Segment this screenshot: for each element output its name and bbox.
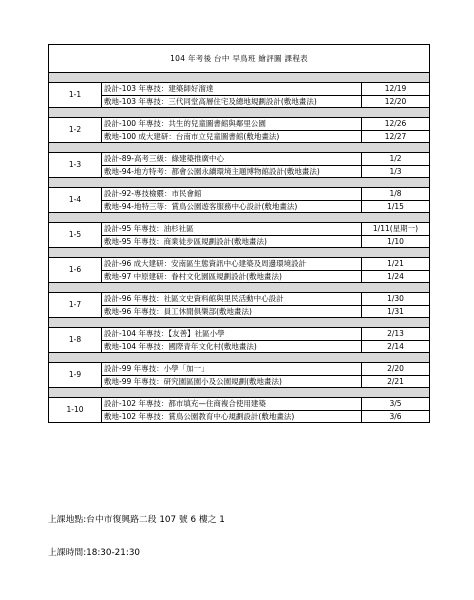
- course-description: 設計-100 年專技：共生的兒童圖書館與鄰里公園: [102, 118, 362, 131]
- course-description: 設計-92-專技檢覈：市民會館: [102, 188, 362, 201]
- separator-cell: [49, 248, 430, 258]
- course-description: 設計-95 年專技：油杉社區: [102, 223, 362, 236]
- table-row: [49, 293, 430, 306]
- class-time: 上課時間:18:30-21:30: [48, 548, 141, 558]
- table-row: [49, 83, 430, 96]
- separator-row: [49, 213, 430, 223]
- table-row: [49, 118, 430, 131]
- course-date: 1/2: [362, 153, 430, 166]
- course-date: 1/21: [362, 258, 430, 271]
- course-description: 設計-89-高考三級：綠建築推廣中心: [102, 153, 362, 166]
- course-description: 敷地-95 年專技：商業徒步區規劃設計(敷地畫法): [102, 235, 362, 248]
- course-date: 1/30: [362, 293, 430, 306]
- separator-row: [49, 73, 430, 83]
- table-row: [49, 188, 430, 201]
- separator-cell: [49, 178, 430, 188]
- course-description: 敷地-104 年專技：國際青年文化村(敷地畫法): [102, 340, 362, 353]
- table-row: [49, 153, 430, 166]
- table-row: [49, 375, 430, 388]
- lesson-number: 1-6: [49, 258, 102, 283]
- table-row: [49, 410, 430, 423]
- lesson-number: 1-9: [49, 363, 102, 388]
- course-date: 12/27: [362, 130, 430, 143]
- separator-cell: [49, 283, 430, 293]
- course-description: 敷地-94-地特三等：賞鳥公園遊客服務中心設計(敷地畫法): [102, 200, 362, 213]
- lesson-number: 1-7: [49, 293, 102, 318]
- separator-row: [49, 248, 430, 258]
- separator-cell: [49, 388, 430, 398]
- course-date: 2/14: [362, 340, 430, 353]
- table-row: [49, 95, 430, 108]
- title-row: [49, 45, 430, 73]
- course-description: 敷地-96 年專技：員工休閒俱樂部(敷地畫法): [102, 305, 362, 318]
- separator-cell: [49, 108, 430, 118]
- course-date: 1/15: [362, 200, 430, 213]
- course-description: 敷地-102 年專技：賞鳥公園教育中心規劃設計(敷地畫法): [102, 410, 362, 423]
- lesson-number: 1-8: [49, 328, 102, 353]
- lesson-number: 1-10: [49, 398, 102, 423]
- course-description: 敷地-94-地方特考：都會公園永續環境主題博物館設計(敷地畫法): [102, 165, 362, 178]
- lesson-number: 1-2: [49, 118, 102, 143]
- schedule-table: [48, 44, 430, 423]
- course-description: 敷地-99 年專技：研究園區園小及公園規劃(敷地畫法): [102, 375, 362, 388]
- lesson-number: 1-4: [49, 188, 102, 213]
- course-description: 設計-102 年專技：都市填充—住商複合使用建築: [102, 398, 362, 411]
- course-description: 設計-103 年專技：建築師好溜達: [102, 83, 362, 96]
- table-row: [49, 363, 430, 376]
- course-date: 1/8: [362, 188, 430, 201]
- separator-cell: [49, 353, 430, 363]
- table-row: [49, 270, 430, 283]
- schedule-title: 104 年考後 台中 早鳥班 繪評圖 課程表: [49, 45, 430, 73]
- course-description: 設計-104 年專技：【友善】社區小學: [102, 328, 362, 341]
- table-row: [49, 305, 430, 318]
- table-row: [49, 328, 430, 341]
- table-row: [49, 223, 430, 236]
- lesson-number: 1-5: [49, 223, 102, 248]
- separator-cell: [49, 213, 430, 223]
- separator-row: [49, 318, 430, 328]
- course-date: 2/13: [362, 328, 430, 341]
- class-location: 上課地點:台中市復興路二段 107 號 6 樓之 1: [48, 515, 225, 525]
- table-row: [49, 165, 430, 178]
- separator-cell: [49, 143, 430, 153]
- course-date: 3/5: [362, 398, 430, 411]
- course-description: 設計-96 年專技：社區文史資料館與里民活動中心設計: [102, 293, 362, 306]
- separator-row: [49, 108, 430, 118]
- table-row: [49, 200, 430, 213]
- course-date: 12/26: [362, 118, 430, 131]
- course-date: 1/10: [362, 235, 430, 248]
- course-description: 設計-96 成大建研：安南區生態資訊中心建築及周邊環境設計: [102, 258, 362, 271]
- separator-row: [49, 353, 430, 363]
- lesson-number: 1-3: [49, 153, 102, 178]
- course-date: 12/19: [362, 83, 430, 96]
- course-date: 1/11(星期一): [362, 223, 430, 236]
- course-description: 敷地-103 年專技：三代同堂高層住宅及總地規劃設計(敷地畫法): [102, 95, 362, 108]
- course-date: 1/31: [362, 305, 430, 318]
- course-date: 2/21: [362, 375, 430, 388]
- course-date: 2/20: [362, 363, 430, 376]
- course-date: 1/24: [362, 270, 430, 283]
- separator-cell: [49, 73, 430, 83]
- course-description: 敷地-97 中原建研：眷村文化園區規劃設計(敷地畫法): [102, 270, 362, 283]
- table-row: [49, 258, 430, 271]
- table-row: [49, 235, 430, 248]
- separator-row: [49, 178, 430, 188]
- table-row: [49, 340, 430, 353]
- course-date: 3/6: [362, 410, 430, 423]
- separator-row: [49, 283, 430, 293]
- table-row: [49, 398, 430, 411]
- table-row: [49, 130, 430, 143]
- separator-row: [49, 143, 430, 153]
- course-description: 設計-99 年專技：小學「加一」: [102, 363, 362, 376]
- lesson-number: 1-1: [49, 83, 102, 108]
- separator-row: [49, 388, 430, 398]
- course-date: 12/20: [362, 95, 430, 108]
- course-description: 敷地-100 成大建研：台南市立兒童圖書館(敷地畫法): [102, 130, 362, 143]
- course-date: 1/3: [362, 165, 430, 178]
- separator-cell: [49, 318, 430, 328]
